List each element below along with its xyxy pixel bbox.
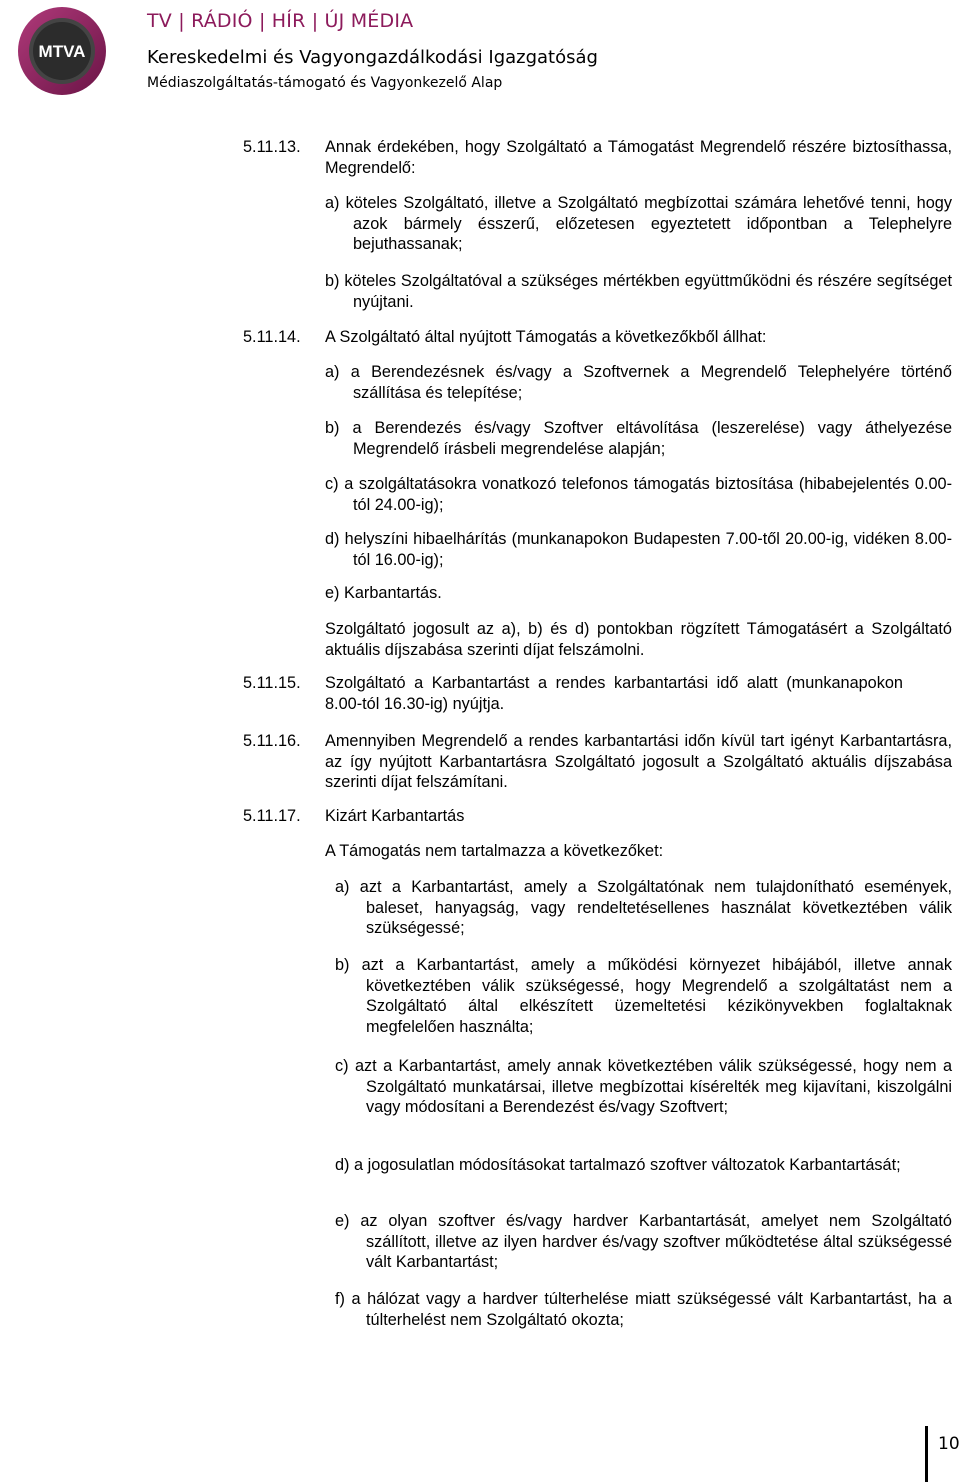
section-number: 5.11.14. — [243, 328, 301, 346]
list-item: c) azt a Karbantartást, amely annak következtében válik szükségessé, hogy nem a Szolgáltató munkatársai, illetve megbízottai kísérelték meg kijavítani, kiszolgálni vagy módosítani a Berendezést és/vagy Szoftvert; — [335, 1057, 952, 1116]
header-tagline: TV | RÁDIÓ | HÍR | ÚJ MÉDIA — [147, 10, 414, 32]
section-text: Szolgáltató a Karbantartást a rendes karbantartási idő alatt (munkanapokon 8.00-tól 16.30-ig) nyújtja. — [325, 674, 903, 713]
section-title: Kizárt Karbantartás — [325, 807, 465, 825]
list-item: a) köteles Szolgáltató, illetve a Szolgáltató megbízottai számára lehetővé tenni, hogy azok bármely ésszerű, előzetesen egyeztetett időpontban a Telephelyre bejuthassanak; — [325, 194, 952, 253]
list-item: a) a Berendezésnek és/vagy a Szoftvernek a Megrendelő Telephelyére történő szállítása és telepítése; — [325, 363, 952, 402]
header-organization: Médiaszolgáltatás-támogató és Vagyonkezelő Alap — [147, 75, 503, 91]
list-item: a) azt a Karbantartást, amely a Szolgáltatónak nem tulajdonítható események, baleset, hanyagság, vagy rendeltetésellenes használat következtében válik szükségessé; — [335, 878, 952, 937]
list-item: d) helyszíni hibaelhárítás (munkanapokon Budapesten 7.00-től 20.00-ig, vidéken 8.00-tól 16.00-ig); — [325, 530, 952, 569]
section-text: A Szolgáltató által nyújtott Támogatás a következőkből állhat: — [325, 328, 767, 346]
mtva-logo — [6, 4, 130, 98]
section-number: 5.11.16. — [243, 732, 301, 750]
section-text: Amennyiben Megrendelő a rendes karbantartási időn kívül tart igényt Karbantartásra, az így nyújtott Karbantartásra Szolgáltató jogosult a Szolgáltató aktuális díjszabása szerinti díjat felszámítani. — [325, 732, 952, 791]
section-note: Szolgáltató jogosult az a), b) és d) pontokban rögzített Támogatásért a Szolgáltató aktuális díjszabása szerinti díjat felszámolni. — [325, 620, 952, 659]
page-number-rule — [925, 1426, 928, 1482]
list-item: f) a hálózat vagy a hardver túlterhelése miatt szükségessé vált Karbantartást, ha a túlterhelést nem Szolgáltató okozta; — [335, 1290, 952, 1329]
list-item: b) köteles Szolgáltatóval a szükséges mértékben együttműködni és részére segítséget nyújtani. — [325, 272, 952, 311]
list-item: c) a szolgáltatásokra vonatkozó telefonos támogatás biztosítása (hibabejelentés 0.00-tól 24.00-ig); — [325, 475, 952, 514]
section-number: 5.11.15. — [243, 674, 301, 692]
list-item: b) azt a Karbantartást, amely a működési környezet hibájából, illetve annak következtében válik szükségessé, hogy Megrendelő a szolgáltatást nem a Szolgáltató által elkészített üzemeltetési kézikönyvekben foglaltaknak megfelelően használta; — [335, 956, 952, 1036]
list-item: d) a jogosulatlan módosításokat tartalmazó szoftver változatok Karbantartását; — [335, 1156, 901, 1174]
section-text: Annak érdekében, hogy Szolgáltató a Támogatást Megrendelő részére biztosíthassa, Megrendelő: — [325, 138, 952, 177]
list-item: e) Karbantartás. — [325, 584, 442, 602]
section-text: A Támogatás nem tartalmazza a következőket: — [325, 842, 664, 860]
page-number: 10 — [938, 1434, 960, 1454]
list-item: b) a Berendezés és/vagy Szoftver eltávolítása (leszerelése) vagy áthelyezése Megrendelő írásbeli megrendelése alapján; — [325, 419, 952, 458]
logo-text: MTVA — [38, 42, 86, 61]
section-number: 5.11.17. — [243, 807, 301, 825]
list-item: e) az olyan szoftver és/vagy hardver Karbantartását, amelyet nem Szolgáltató szállított, illetve az ilyen hardver és/vagy szoftver működtetése által szükségessé vált Karbantartást; — [335, 1212, 952, 1271]
section-number: 5.11.13. — [243, 138, 301, 156]
header-department: Kereskedelmi és Vagyongazdálkodási Igazgatóság — [147, 47, 598, 68]
